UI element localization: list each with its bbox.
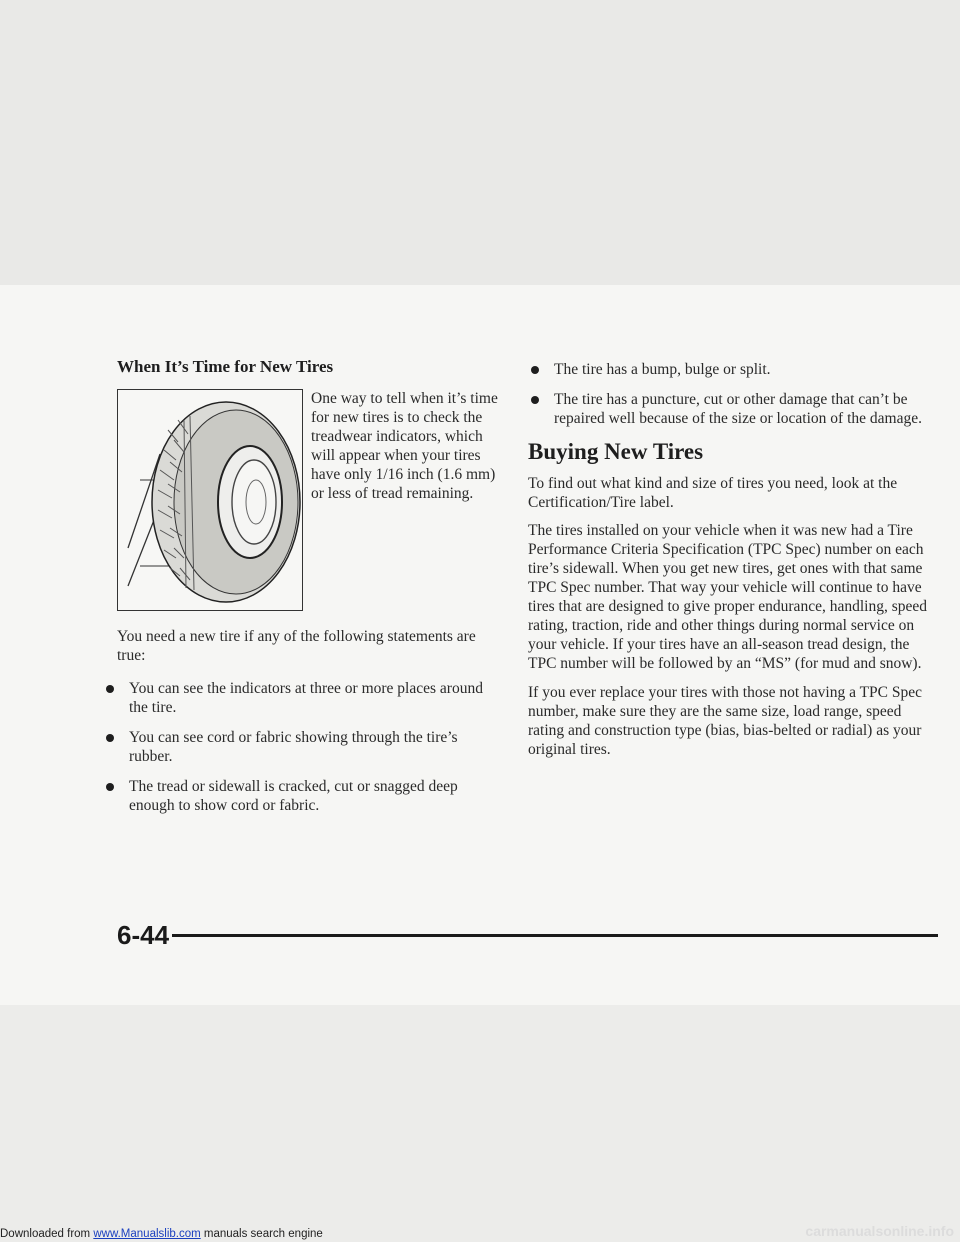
bullet-text: The tread or sidewall is cracked, cut or snagged deep enough to show cord or fabric. xyxy=(129,778,458,814)
manualslib-link[interactable]: www.Manualslib.com xyxy=(93,1228,201,1240)
list-item xyxy=(117,777,497,815)
bullet-text: You can see cord or fabric showing through the tire’s rubber. xyxy=(129,729,458,765)
bullet-text: The tire has a bump, bulge or split. xyxy=(554,361,771,378)
left-column xyxy=(117,357,507,826)
list-item xyxy=(542,360,938,379)
section-heading: When It’s Time for New Tires xyxy=(117,357,334,376)
watermark: carmanualsonline.info xyxy=(805,1223,954,1239)
bullet-icon xyxy=(106,783,114,791)
bullet-icon xyxy=(106,685,114,693)
bullet-icon xyxy=(531,366,539,374)
treadwear-text: One way to tell when it’s time for new tires is to check the treadwear indicators, which will appear when your tires have only 1/16 inch (1.6 mm) or less of tread remaining. xyxy=(311,390,498,502)
page-number: 6-44 xyxy=(117,920,170,950)
download-suffix: manuals search engine xyxy=(200,1228,323,1240)
list-item xyxy=(542,390,938,428)
download-bar xyxy=(0,1228,323,1240)
list-item xyxy=(117,679,497,717)
bullet-icon xyxy=(531,396,539,404)
right-column xyxy=(528,357,938,759)
treadwear-figure-row xyxy=(117,389,507,617)
buying-paragraph-3: If you ever replace your tires with those not having a TPC Spec number, make sure they are the same size, load range, speed rating and construction type (bias, bias-belted or radial) as your original tires. xyxy=(528,684,923,758)
treadwear-paragraph xyxy=(311,389,507,503)
bullet-text: The tire has a puncture, cut or other damage that can’t be repaired well because of the size or location of the damage. xyxy=(554,391,922,427)
tire-illustration xyxy=(117,389,303,611)
left-bullet-list xyxy=(117,679,497,815)
bullet-text: You can see the indicators at three or more places around the tire. xyxy=(129,680,483,716)
tire-icon xyxy=(118,390,302,610)
intro-paragraph: You need a new tire if any of the following statements are true: xyxy=(117,628,476,664)
top-margin xyxy=(0,0,960,285)
bottom-margin xyxy=(0,1005,960,1242)
buying-heading: Buying New Tires xyxy=(528,439,704,464)
download-prefix: Downloaded from xyxy=(0,1228,94,1240)
footer-rule xyxy=(172,934,938,937)
list-item xyxy=(117,728,497,766)
buying-paragraph-2: The tires installed on your vehicle when it was new had a Tire Performance Criteria Specification (TPC Spec) number on each tire’s sidewall. When you get new tires, get ones with that same TPC Spec number. That way your vehicle will continue to have tires that are designed to give proper endurance, handling, speed rating, traction, ride and other things during normal service on your vehicle. If your tires have an all-season tread design, the TPC number will be followed by an “MS” (for mud and snow). xyxy=(528,522,927,672)
right-bullet-list xyxy=(528,360,938,428)
buying-paragraph-1: To find out what kind and size of tires you need, look at the Certification/Tire label. xyxy=(528,475,898,511)
bullet-icon xyxy=(106,734,114,742)
